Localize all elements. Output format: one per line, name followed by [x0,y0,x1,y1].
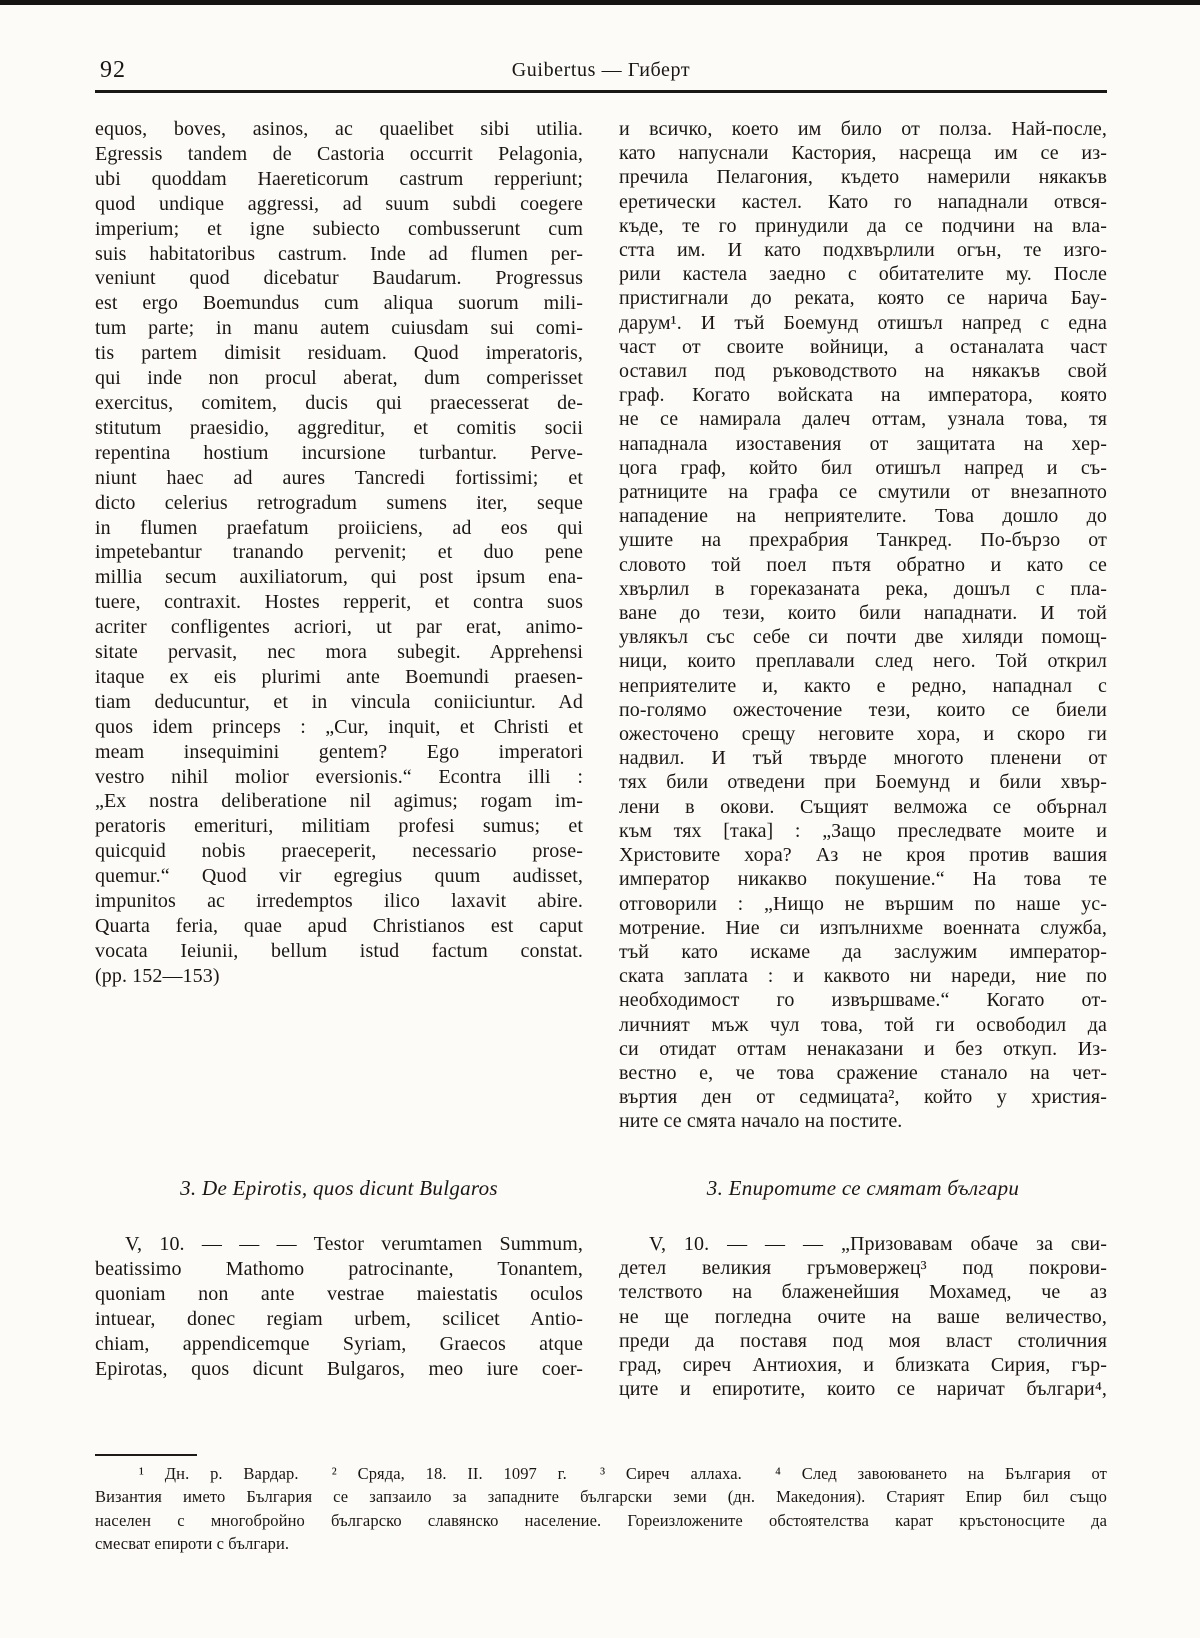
scan-edge-artifact [0,0,1200,5]
text-line: „Ex nostra deliberatione nil agimus; rogam im- [95,790,583,813]
text-line: не ще погледна очите на ваше величество, [619,1305,1107,1328]
text-line: quemur.“ Quod vir egregius quum audisset, [95,865,583,888]
text-line: impunitos ac irredemptos ilico laxavit abire. [95,890,583,913]
text-line: стта им. И като подхвърлили огън, те изго- [619,239,1107,262]
text-line: tuere, contraxit. Hostes repperit, et contra suos [95,591,583,614]
text-line: ¹ Дн. р. Вардар. ² Сряда, 18. II. 1097 г. ³ Сиреч аллаха. ⁴ След завоюването на България от [139,1464,1107,1483]
text-line: смесват епироти с българи. [95,1534,290,1554]
text-line: Egressis tandem de Castoria occurrit Pelagonia, [95,142,583,165]
text-line: къде, те го принудили да се подчини на вла- [619,214,1107,237]
text-line: peratoris emerituri, militiam profesi sumus; et [95,815,583,838]
text-line: вестно е, че това сражение станало на чет- [619,1061,1107,1084]
text-line: ници, които преплавали след него. Той открил [619,650,1107,673]
text-line: рили кастела заедно с обитателите му. После [619,263,1107,286]
text-line: въртия ден от седмицата², който у христия- [619,1086,1107,1109]
text-line: и всичко, което им било от полза. Най-после, [619,118,1107,140]
page-number: 92 [100,57,126,83]
text-line: beatissimo Mathomo patrocinante, Tonantem, [95,1257,583,1280]
text-line: град, сиреч Антиохия, и близката Сирия, гър- [619,1354,1107,1377]
text-line: tum parte; in manu autem cuiusdam sui comi- [95,317,583,340]
text-line: детел великия гръмовержец³ под покрови- [619,1257,1107,1280]
text-line: equos, boves, asinos, ac quaelibet sibi utilia. [95,118,583,140]
text-line: imperium; et igne subiecto combusserunt cum [95,217,583,240]
text-line: millia secum auxiliatorum, qui post ipsum ena- [95,566,583,589]
text-line: Quarta feria, quae apud Christianos est caput [95,915,583,937]
text-line: vestro nihil molior eversionis.“ Econtra illi : [95,765,583,788]
text-line: meam insequimini gentem? Ego imperatori [95,740,583,763]
text-line: император никакво покушение.“ На това те [619,868,1107,891]
text-line: граф. Когато войската на императора, която [619,384,1107,407]
latin-text-column [95,117,583,989]
text-line: телството на блаженейшия Мохамед, че аз [619,1281,1107,1304]
section-heading-bulgarian: 3. Епиротите се смятат българи [706,1176,1020,1200]
text-line: еретически кастел. Като го нападнали отвся- [619,190,1107,213]
text-line: преди да поставя под моя власт столичния [619,1329,1107,1352]
text-line: ните се смята начало на постите. [619,1110,903,1133]
text-line: мотрение. Ние си изпълнихме военната служба, [619,916,1107,939]
text-line: (pp. 152—153) [95,964,220,987]
text-line: quos idem princeps : „Cur, inquit, et Christi et [95,715,583,738]
running-title: Guibertus — Гиберт [511,59,691,81]
text-line: dicto celerius retrogradum sumens iter, seque [95,491,583,514]
text-line: exercitus, comitem, ducis qui praecesserat de- [95,391,583,414]
text-line: към тях [така] : „Защо преследвате моите и [619,819,1107,842]
section-heading-latin: 3. De Epirotis, quos dicunt Bulgaros [180,1176,498,1200]
text-line: acriter confligentes acriori, ut par erat, animo- [95,616,583,639]
text-line: repentina hostium incursione turbantur. Perve- [95,441,583,464]
text-line: надвил. И тъй твърде многото пленени от [619,747,1107,770]
text-line: niunt haec ad aures Tancredi fortissimi; et [95,466,583,489]
text-line: неприятелите и, както е редно, нападнал с [619,674,1107,697]
text-line: intuear, donec regiam urbem, scilicet Antio- [95,1307,583,1330]
text-line: част от своите войници, а останалата част [619,335,1107,358]
text-line: тях били отведени при Боемунд и били хвър- [619,771,1107,794]
text-line: quoniam non ante vestrae maiestatis oculos [95,1282,583,1305]
text-line: quicquid nobis praeceperit, necessario prose- [95,840,583,863]
text-line: stitutum praesidio, aggreditur, et comitis socii [95,416,583,439]
header-rule [95,90,1107,93]
text-line: ушите на прехрабрия Танкред. По-бързо от [619,529,1107,552]
text-line: Epirotas, quos dicunt Bulgaros, meo iure coer- [95,1357,583,1380]
text-line: дарум¹. И тъй Боемунд отишъл напред с една [619,311,1107,334]
page-header [95,55,1107,87]
text-line: V, 10. — — — Testor verumtamen Summum, [125,1233,583,1255]
text-line: ратниците на графа се смутили от внезапното [619,481,1107,504]
text-line: лени в окови. Същият велможа се обърнал [619,795,1107,818]
text-line: увлякъл със себе си почти две хиляди помощ- [619,626,1107,649]
text-line: нападнала изоставения от защитата на хер- [619,432,1107,455]
footnotes-text [95,1462,1107,1556]
text-line: Христовите хора? Аз не кроя против вашия [619,844,1107,867]
text-line: хвърлил в гореказаната река, дошъл с пла- [619,577,1107,600]
text-line: itaque ex eis plurimi ante Boemundi praesen- [95,665,583,688]
text-line: цога граф, който бил отишъл напред и съ- [619,456,1107,479]
text-line: като напуснали Кастория, насреща им се из- [619,142,1107,165]
text-line: отговорили : „Нищо не вършим по наше ус- [619,892,1107,915]
bulgarian-section3-paragraph [619,1232,1107,1401]
footnote-separator [95,1454,197,1456]
text-line: ожесточено срещу неговите хора, и скоро ги [619,723,1107,746]
text-line: tiam deducuntur, et in vincula coniiciuntur. Ad [95,690,583,713]
text-line: ване до тези, които били нападнати. И той [619,602,1107,625]
text-line: не се намирала далеч оттам, узнала това, тя [619,408,1107,431]
text-line: V, 10. — — — „Призовавам обаче за сви- [649,1233,1107,1255]
text-line: chiam, appendicemque Syriam, Graecos atque [95,1332,583,1355]
text-line: си отидат оттам ненаказани и без откуп. Из- [619,1037,1107,1060]
text-line: qui inde non procul aberat, dum comperisset [95,367,583,390]
bulgarian-text-column [619,117,1107,1134]
text-line: tis partem dimisit residuam. Quod imperatoris, [95,342,583,365]
text-line: in flumen praefatum proiiciens, ad eos qui [95,516,583,539]
text-line: ubi quoddam Haereticorum castrum repperiunt; [95,167,583,190]
text-line: нападение на неприятелите. Това дошло до [619,505,1107,528]
text-line: по-голямо ожесточение тези, които се биели [619,698,1107,721]
text-line: sitate pervasit, nec mora subegit. Apprehensi [95,641,583,664]
text-line: impetebantur tranando pervenit; et duo pene [95,541,583,564]
text-line: est ergo Boemundus cum aliqua suorum mili- [95,292,583,315]
text-line: suis habitatoribus castrum. Inde ad flumen per- [95,242,583,265]
latin-section3-paragraph [95,1232,583,1381]
text-line: оставил под ръководството на някакъв свой [619,360,1107,383]
text-line: Византия името България се запзаило за западните български земи (дн. Македония). Старият Епир бил също [95,1487,1107,1507]
text-line: словото той поел пътя обратно и като се [619,553,1107,576]
text-line: ската заплата : и каквото ни нареди, ние по [619,965,1107,988]
text-line: населен с многобройно българско славянско население. Гореизложените обстоятелства карат кръстоносците да [95,1510,1107,1530]
text-line: личният мъж чул това, той ги освободил да [619,1013,1107,1036]
text-line: пречила Пелагония, където намерили някакъв [619,166,1107,189]
text-line: vocata Ieiunii, bellum istud factum constat. [95,939,583,962]
text-line: ците и епиротите, които се наричат българи⁴, [619,1378,1107,1401]
text-line: необходимост го извършваме.“ Когато от- [619,989,1107,1012]
text-line: тъй като искаме да заслужим император- [619,940,1107,963]
text-line: пристигнали до реката, която се нарича Бау- [619,287,1107,310]
text-line: veniunt quod dicebatur Baudarum. Progressus [95,267,583,290]
text-line: quod undique aggressi, ad suum subdi coegere [95,192,583,215]
